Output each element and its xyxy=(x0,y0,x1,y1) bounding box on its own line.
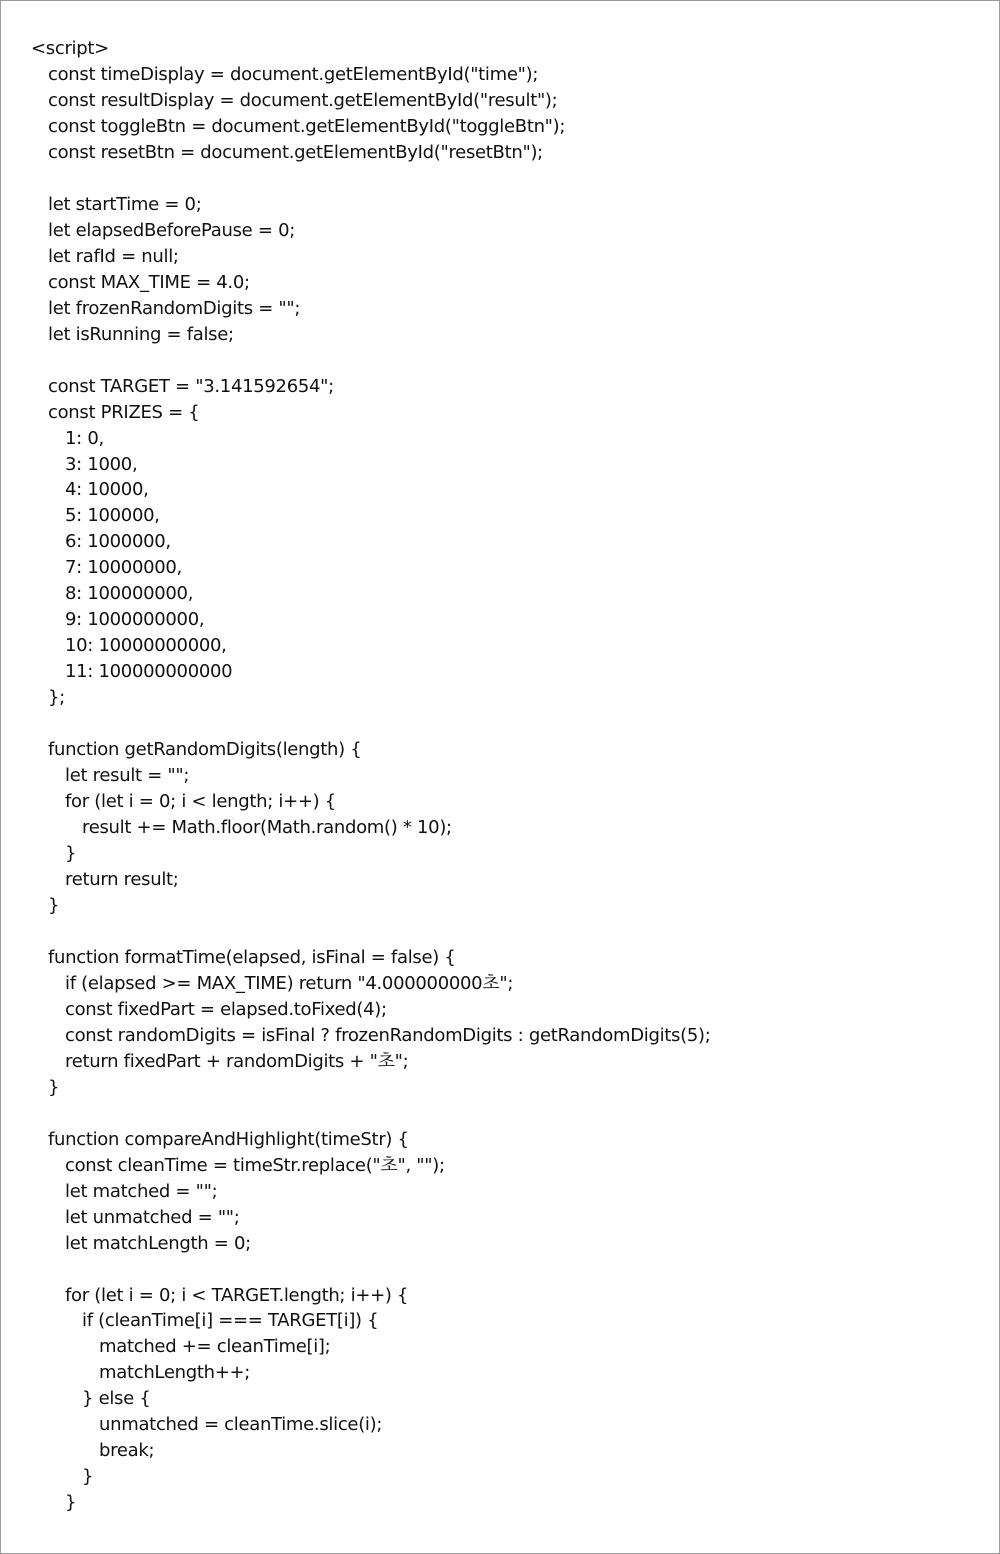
code-line: } xyxy=(48,894,60,916)
code-line: let startTime = 0; xyxy=(48,193,202,215)
code-line: const resetBtn = document.getElementById("resetBtn"); xyxy=(48,141,543,163)
code-line: function compareAndHighlight(timeStr) { xyxy=(48,1128,409,1150)
code-line xyxy=(31,711,981,737)
code-line: const PRIZES = { xyxy=(48,401,200,423)
code-line: let rafId = null; xyxy=(48,245,179,267)
code-line: matchLength++; xyxy=(99,1362,251,1384)
code-line: if (elapsed >= MAX_TIME) return "4.000000000초"; xyxy=(65,972,514,994)
code-line: 5: 100000, xyxy=(65,505,160,527)
code-line: <script> xyxy=(31,38,109,59)
code-line: const randomDigits = isFinal ? frozenRandomDigits : getRandomDigits(5); xyxy=(65,1024,711,1046)
code-line: } xyxy=(65,843,77,865)
code-line: 6: 1000000, xyxy=(65,531,171,553)
code-line: const cleanTime = timeStr.replace("초", ""); xyxy=(65,1154,445,1176)
code-line: const toggleBtn = document.getElementById("toggleBtn"); xyxy=(48,115,566,137)
code-line: for (let i = 0; i < length; i++) { xyxy=(65,791,336,813)
code-line: }; xyxy=(48,687,65,709)
code-line: unmatched = cleanTime.slice(i); xyxy=(99,1414,383,1436)
code-line: 9: 1000000000, xyxy=(65,609,205,631)
code-line: function getRandomDigits(length) { xyxy=(48,739,362,761)
code-line xyxy=(31,166,981,192)
code-line: matched += cleanTime[i]; xyxy=(99,1336,331,1358)
code-line: let isRunning = false; xyxy=(48,323,234,345)
code-line: 11: 100000000000 xyxy=(65,661,233,683)
code-line xyxy=(31,348,981,374)
code-line: } else { xyxy=(82,1388,151,1410)
code-line: 10: 10000000000, xyxy=(65,635,227,657)
code-line: const TARGET = "3.141592654"; xyxy=(48,375,334,397)
code-listing xyxy=(31,36,981,1516)
code-line: 3: 1000, xyxy=(65,453,138,475)
code-line: 1: 0, xyxy=(65,427,104,449)
code-line: const MAX_TIME = 4.0; xyxy=(48,271,250,293)
code-line: } xyxy=(82,1466,94,1488)
code-line: const fixedPart = elapsed.toFixed(4); xyxy=(65,998,387,1020)
code-line xyxy=(31,919,981,945)
code-line: } xyxy=(65,1492,77,1514)
code-line: break; xyxy=(99,1440,155,1462)
code-line: let frozenRandomDigits = ""; xyxy=(48,297,301,319)
code-line: const resultDisplay = document.getElementById("result"); xyxy=(48,89,558,111)
code-line: if (cleanTime[i] === TARGET[i]) { xyxy=(82,1310,379,1332)
code-line: return result; xyxy=(65,869,179,890)
code-line: for (let i = 0; i < TARGET.length; i++) { xyxy=(65,1284,409,1306)
code-line: 4: 10000, xyxy=(65,479,149,501)
code-line: let matchLength = 0; xyxy=(65,1232,251,1254)
code-line: result += Math.floor(Math.random() * 10); xyxy=(82,817,452,839)
code-line: let unmatched = ""; xyxy=(65,1206,240,1228)
code-line: let result = ""; xyxy=(65,765,190,787)
code-line: 7: 10000000, xyxy=(65,557,182,579)
code-line: 8: 100000000, xyxy=(65,583,194,605)
code-line: } xyxy=(48,1076,60,1098)
code-line: let matched = ""; xyxy=(65,1180,218,1202)
code-line: return fixedPart + randomDigits + "초"; xyxy=(65,1050,409,1072)
code-line: const timeDisplay = document.getElementById("time"); xyxy=(48,63,539,85)
code-line xyxy=(31,1257,981,1283)
code-line: let elapsedBeforePause = 0; xyxy=(48,219,295,241)
code-line xyxy=(31,1101,981,1127)
code-line: function formatTime(elapsed, isFinal = false) { xyxy=(48,946,456,968)
